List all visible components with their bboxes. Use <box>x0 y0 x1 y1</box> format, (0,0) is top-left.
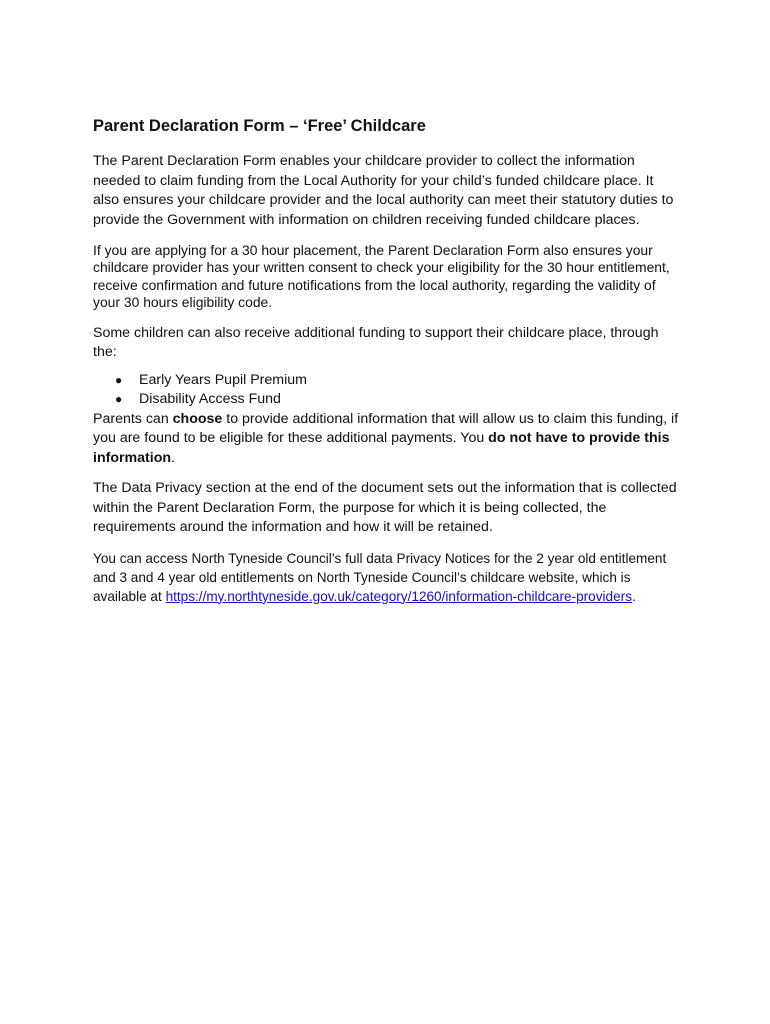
choose-paragraph <box>93 410 683 469</box>
list-item <box>93 371 683 391</box>
choose-text-2: to provide additional information that will allow us to claim this funding, if you are found to be eligible for these additional payments. You <box>93 410 679 447</box>
additional-funding-paragraph: Some children can also receive additional funding to support their childcare place, through the: <box>93 324 659 361</box>
privacy-notice-text: You can access North Tyneside Council’s full data Privacy Notices for the 2 year old entitlement and 3 and 4 year old entitlements on North Tyneside Council’s childcare website, which is available at <box>93 550 667 604</box>
bullet-icon: ● <box>115 392 123 407</box>
page-title: Parent Declaration Form – ‘Free’ Childcare <box>93 117 426 135</box>
thirty-hour-paragraph: If you are applying for a 30 hour placement, the Parent Declaration Form also ensures your childcare provider has your written consent to check your eligibility for the 30 hour entitlement, receive confirmation and future notifications from the local authority, regarding the validity of your 30 hours eligibility code. <box>93 242 670 311</box>
not-required-bold: do not have to provide this information <box>93 430 670 466</box>
childcare-providers-link[interactable]: https://my.northtyneside.gov.uk/category/1260/information-childcare-providers <box>165 588 633 604</box>
bullet-icon: ● <box>115 372 123 387</box>
data-privacy-paragraph: The Data Privacy section at the end of the document sets out the information that is collected within the Parent Declaration Form, the purpose for which it is being collected, the requirements around the information and how it will be retained. <box>93 480 677 536</box>
list-item-label: Disability Access Fund <box>139 391 281 408</box>
document-page <box>93 116 683 606</box>
funding-list <box>93 371 683 410</box>
privacy-notice-paragraph <box>93 549 683 606</box>
choose-bold: choose <box>172 410 223 427</box>
choose-text-3: . <box>171 449 175 466</box>
choose-text-1: Parents can <box>93 410 173 427</box>
intro-paragraph: The Parent Declaration Form enables your childcare provider to collect the information needed to claim funding from the Local Authority for your child’s funded childcare place. It also ensures your childcare provider and the local authority can meet their statutory duties to provide the Government with information on children receiving funded childcare places. <box>93 153 674 228</box>
list-item <box>93 390 683 410</box>
list-item-label: Early Years Pupil Premium <box>139 371 307 388</box>
privacy-notice-end: . <box>632 588 636 604</box>
